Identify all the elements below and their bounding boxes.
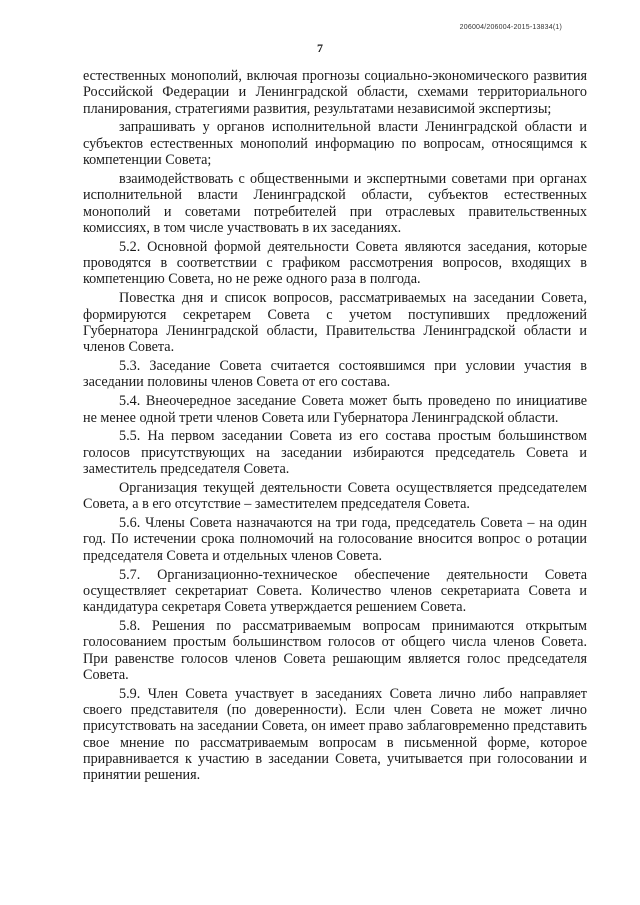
paragraph-continuation: естественных монополий, включая прогнозы социально-экономического развития Российской Федерации и Ленинградской области, схемами территориального планирования, стратегиями развития, результатами независимой экспертизы; (83, 68, 587, 117)
paragraph-agenda: Повестка дня и список вопросов, рассматриваемых на заседании Совета, формируются секретарем Совета с учетом поступивших предложений Губернатора Ленинградской области, Правительства Ленинградской области и членов Совета. (83, 290, 587, 356)
paragraph-5-7: 5.7. Организационно-техническое обеспечение деятельности Совета осуществляет секретариат Совета. Количество членов секретариата Совета и кандидатура секретаря Совета утверждается решением Совета. (83, 566, 587, 616)
document-id: 206004/206004-2015-13834(1) (459, 24, 562, 31)
paragraph-organization: Организация текущей деятельности Совета осуществляется председателем Совета, а в его отсутствие – заместителем председателя Совета. (83, 479, 587, 513)
page-number: 7 (317, 41, 323, 55)
paragraph-5-6: 5.6. Члены Совета назначаются на три года, председатель Совета – на один год. По истечении срока полномочий на голосование вносится вопрос о ротации председателя Совета и отдельных членов Совета. (83, 515, 587, 564)
paragraph-5-3: 5.3. Заседание Совета считается состоявшимся при условии участия в заседании половины членов Совета от его состава. (83, 358, 587, 391)
paragraph-5-2: 5.2. Основной формой деятельности Совета являются заседания, которые проводятся в соответствии с графиком рассмотрения вопросов, входящих в компетенцию Совета, но не реже одного раза в полгода. (83, 238, 587, 288)
paragraph-5-8: 5.8. Решения по рассматриваемым вопросам принимаются открытым голосованием простым большинством голосов от общего числа членов Совета. При равенстве голосов членов Совета решающим является голос председателя Совета. (83, 618, 587, 683)
paragraph-interact: взаимодействовать с общественными и экспертными советами при органах исполнительной власти Ленинградской области, субъектов естественных монополий и советами потребителей при отраслевых правительственных комиссиях, в том числе участвовать в их заседаниях. (83, 170, 587, 236)
paragraph-5-5: 5.5. На первом заседании Совета из его состава простым большинством голосов присутствующих на заседании избираются председатель Совета и заместитель председателя Совета. (83, 428, 587, 477)
paragraph-5-4: 5.4. Внеочередное заседание Совета может быть проведено по инициативе не менее одной трети членов Совета или Губернатора Ленинградской области. (83, 393, 587, 426)
paragraph-5-9: 5.9. Член Совета участвует в заседаниях Совета лично либо направляет своего представителя (по доверенности). Если член Совета не может лично присутствовать на заседании Совета, он имеет право заблаговременно представить свое мнение по рассматриваемым вопросам в письменной форме, которое приравнивается к участию в заседании Совета, учитывается при голосовании и принятии решения. (83, 685, 587, 784)
document-body (83, 68, 587, 786)
paragraph-request-info: запрашивать у органов исполнительной власти Ленинградской области и субъектов естественных монополий информацию по вопросам, относящимся к компетенции Совета; (83, 119, 587, 169)
